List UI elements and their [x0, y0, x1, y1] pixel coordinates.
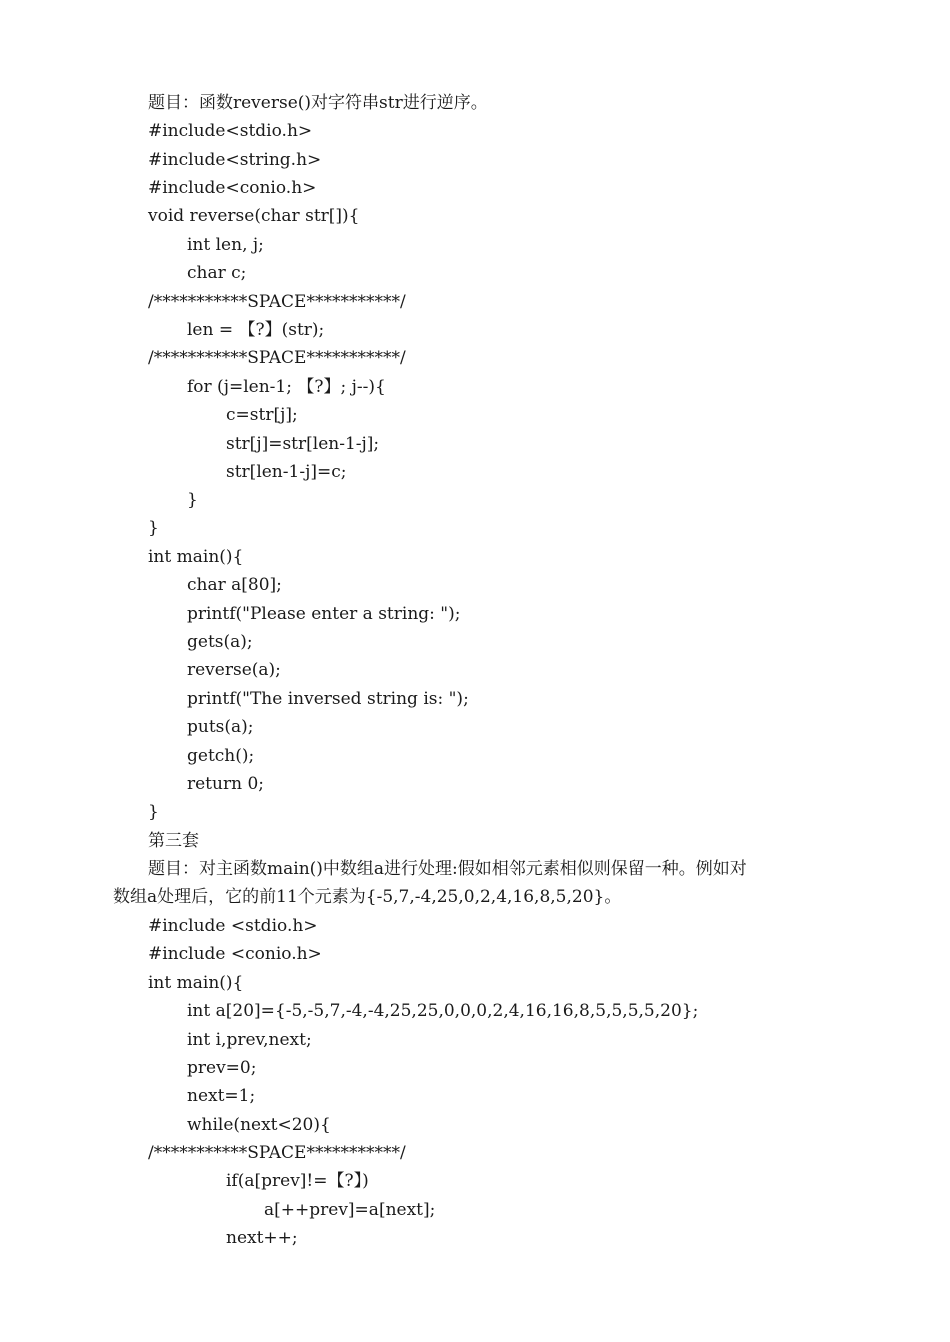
code-line: char a[80]; [187, 575, 282, 595]
code-line: #include<string.h> [148, 150, 322, 170]
code-line: next++; [226, 1228, 298, 1248]
code-line: if(a[prev]!=【?】) [226, 1171, 369, 1191]
code-line: #include <conio.h> [148, 944, 322, 964]
code-line: } [148, 802, 159, 822]
code-line: return 0; [187, 774, 264, 794]
code-line: #include<conio.h> [148, 178, 317, 198]
code-line: len = 【?】(str); [187, 320, 325, 340]
code-line: int len, j; [187, 235, 264, 255]
problem-title: 题目：函数reverse()对字符串str进行逆序。 [148, 93, 488, 113]
code-line: int main(){ [148, 547, 244, 567]
code-line: next=1; [187, 1086, 256, 1106]
code-line: puts(a); [187, 717, 254, 737]
section-heading: 第三套 [148, 831, 199, 851]
code-line: gets(a); [187, 632, 253, 652]
space-marker: /***********SPACE***********/ [148, 348, 406, 368]
code-line: int main(){ [148, 973, 244, 993]
code-line: } [187, 490, 198, 510]
code-line: c=str[j]; [226, 405, 298, 425]
code-line: #include <stdio.h> [148, 916, 318, 936]
problem-title-line2: 数组a处理后，它的前11个元素为{-5,7,-4,25,0,2,4,16,8,5,20}。 [113, 887, 622, 907]
code-line: getch(); [187, 746, 255, 766]
code-line: int i,prev,next; [187, 1030, 312, 1050]
code-line: str[len-1-j]=c; [226, 462, 347, 482]
code-line: char c; [187, 263, 247, 283]
space-marker: /***********SPACE***********/ [148, 1143, 406, 1163]
code-line: prev=0; [187, 1058, 257, 1078]
problem-title-line1: 题目：对主函数main()中数组a进行处理:假如相邻元素相似则保留一种。例如对 [148, 859, 747, 879]
space-marker: /***********SPACE***********/ [148, 292, 406, 312]
code-line: void reverse(char str[]){ [148, 206, 360, 226]
code-line: #include<stdio.h> [148, 121, 313, 141]
code-line: for (j=len-1; 【?】; j--){ [187, 377, 386, 397]
code-line: str[j]=str[len-1-j]; [226, 434, 380, 454]
code-line: printf("The inversed string is: "); [187, 689, 469, 709]
code-line: while(next<20){ [187, 1115, 331, 1135]
code-line: printf("Please enter a string: "); [187, 604, 461, 624]
code-line: int a[20]={-5,-5,7,-4,-4,25,25,0,0,0,2,4,16,16,8,5,5,5,5,20}; [187, 1001, 699, 1021]
code-line: reverse(a); [187, 660, 281, 680]
code-line: } [148, 518, 159, 538]
code-line: a[++prev]=a[next]; [264, 1200, 436, 1220]
